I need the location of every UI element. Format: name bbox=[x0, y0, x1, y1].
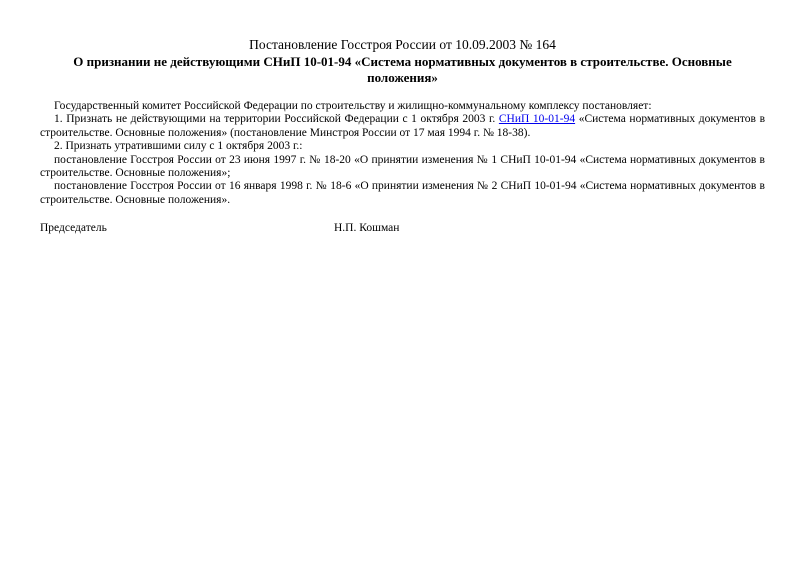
signature-block bbox=[40, 221, 765, 235]
item-1-paragraph bbox=[40, 113, 765, 140]
item-2-subitem-a: постановление Госстроя России от 23 июня 1997 г. № 18-20 «О принятии изменения № 1 СНиП 10-01-94 «Система нормативных документов в строительстве. Основные положения»; bbox=[40, 153, 765, 180]
item-2-paragraph: 2. Признать утратившими силу с 1 октября 2003 г.: bbox=[54, 140, 303, 153]
signatory-name: Н.П. Кошман bbox=[334, 222, 400, 235]
document-header: Постановление Госстроя России от 10.09.2003 № 164 bbox=[249, 37, 556, 52]
document-page bbox=[40, 37, 765, 235]
signatory-role: Председатель bbox=[40, 222, 107, 235]
item-1-text-before: 1. Признать не действующими на территории Российской Федерации с 1 октября 2003 г. bbox=[54, 113, 499, 126]
item-2-subitem-b: постановление Госстроя России от 16 января 1998 г. № 18-6 «О принятии изменения № 2 СНиП 10-01-94 «Система нормативных документов в строительстве. Основные положения». bbox=[40, 180, 765, 206]
document-body bbox=[40, 100, 765, 207]
snip-10-01-94-link[interactable]: СНиП 10-01-94 bbox=[498, 113, 576, 126]
preamble-paragraph: Государственный комитет Российской Федерации по строительству и жилищно-коммунальному комплексу постановляет: bbox=[54, 100, 652, 112]
item-1-text-after: «Система нормативных документов в строительстве. Основные положения» (постановление Минстроя России от 17 мая 1994 г. № 18-38). bbox=[40, 113, 765, 139]
document-title: О признании не действующими СНиП 10-01-94 «Система нормативных документов в строительстве. Основные положения» bbox=[73, 54, 732, 85]
